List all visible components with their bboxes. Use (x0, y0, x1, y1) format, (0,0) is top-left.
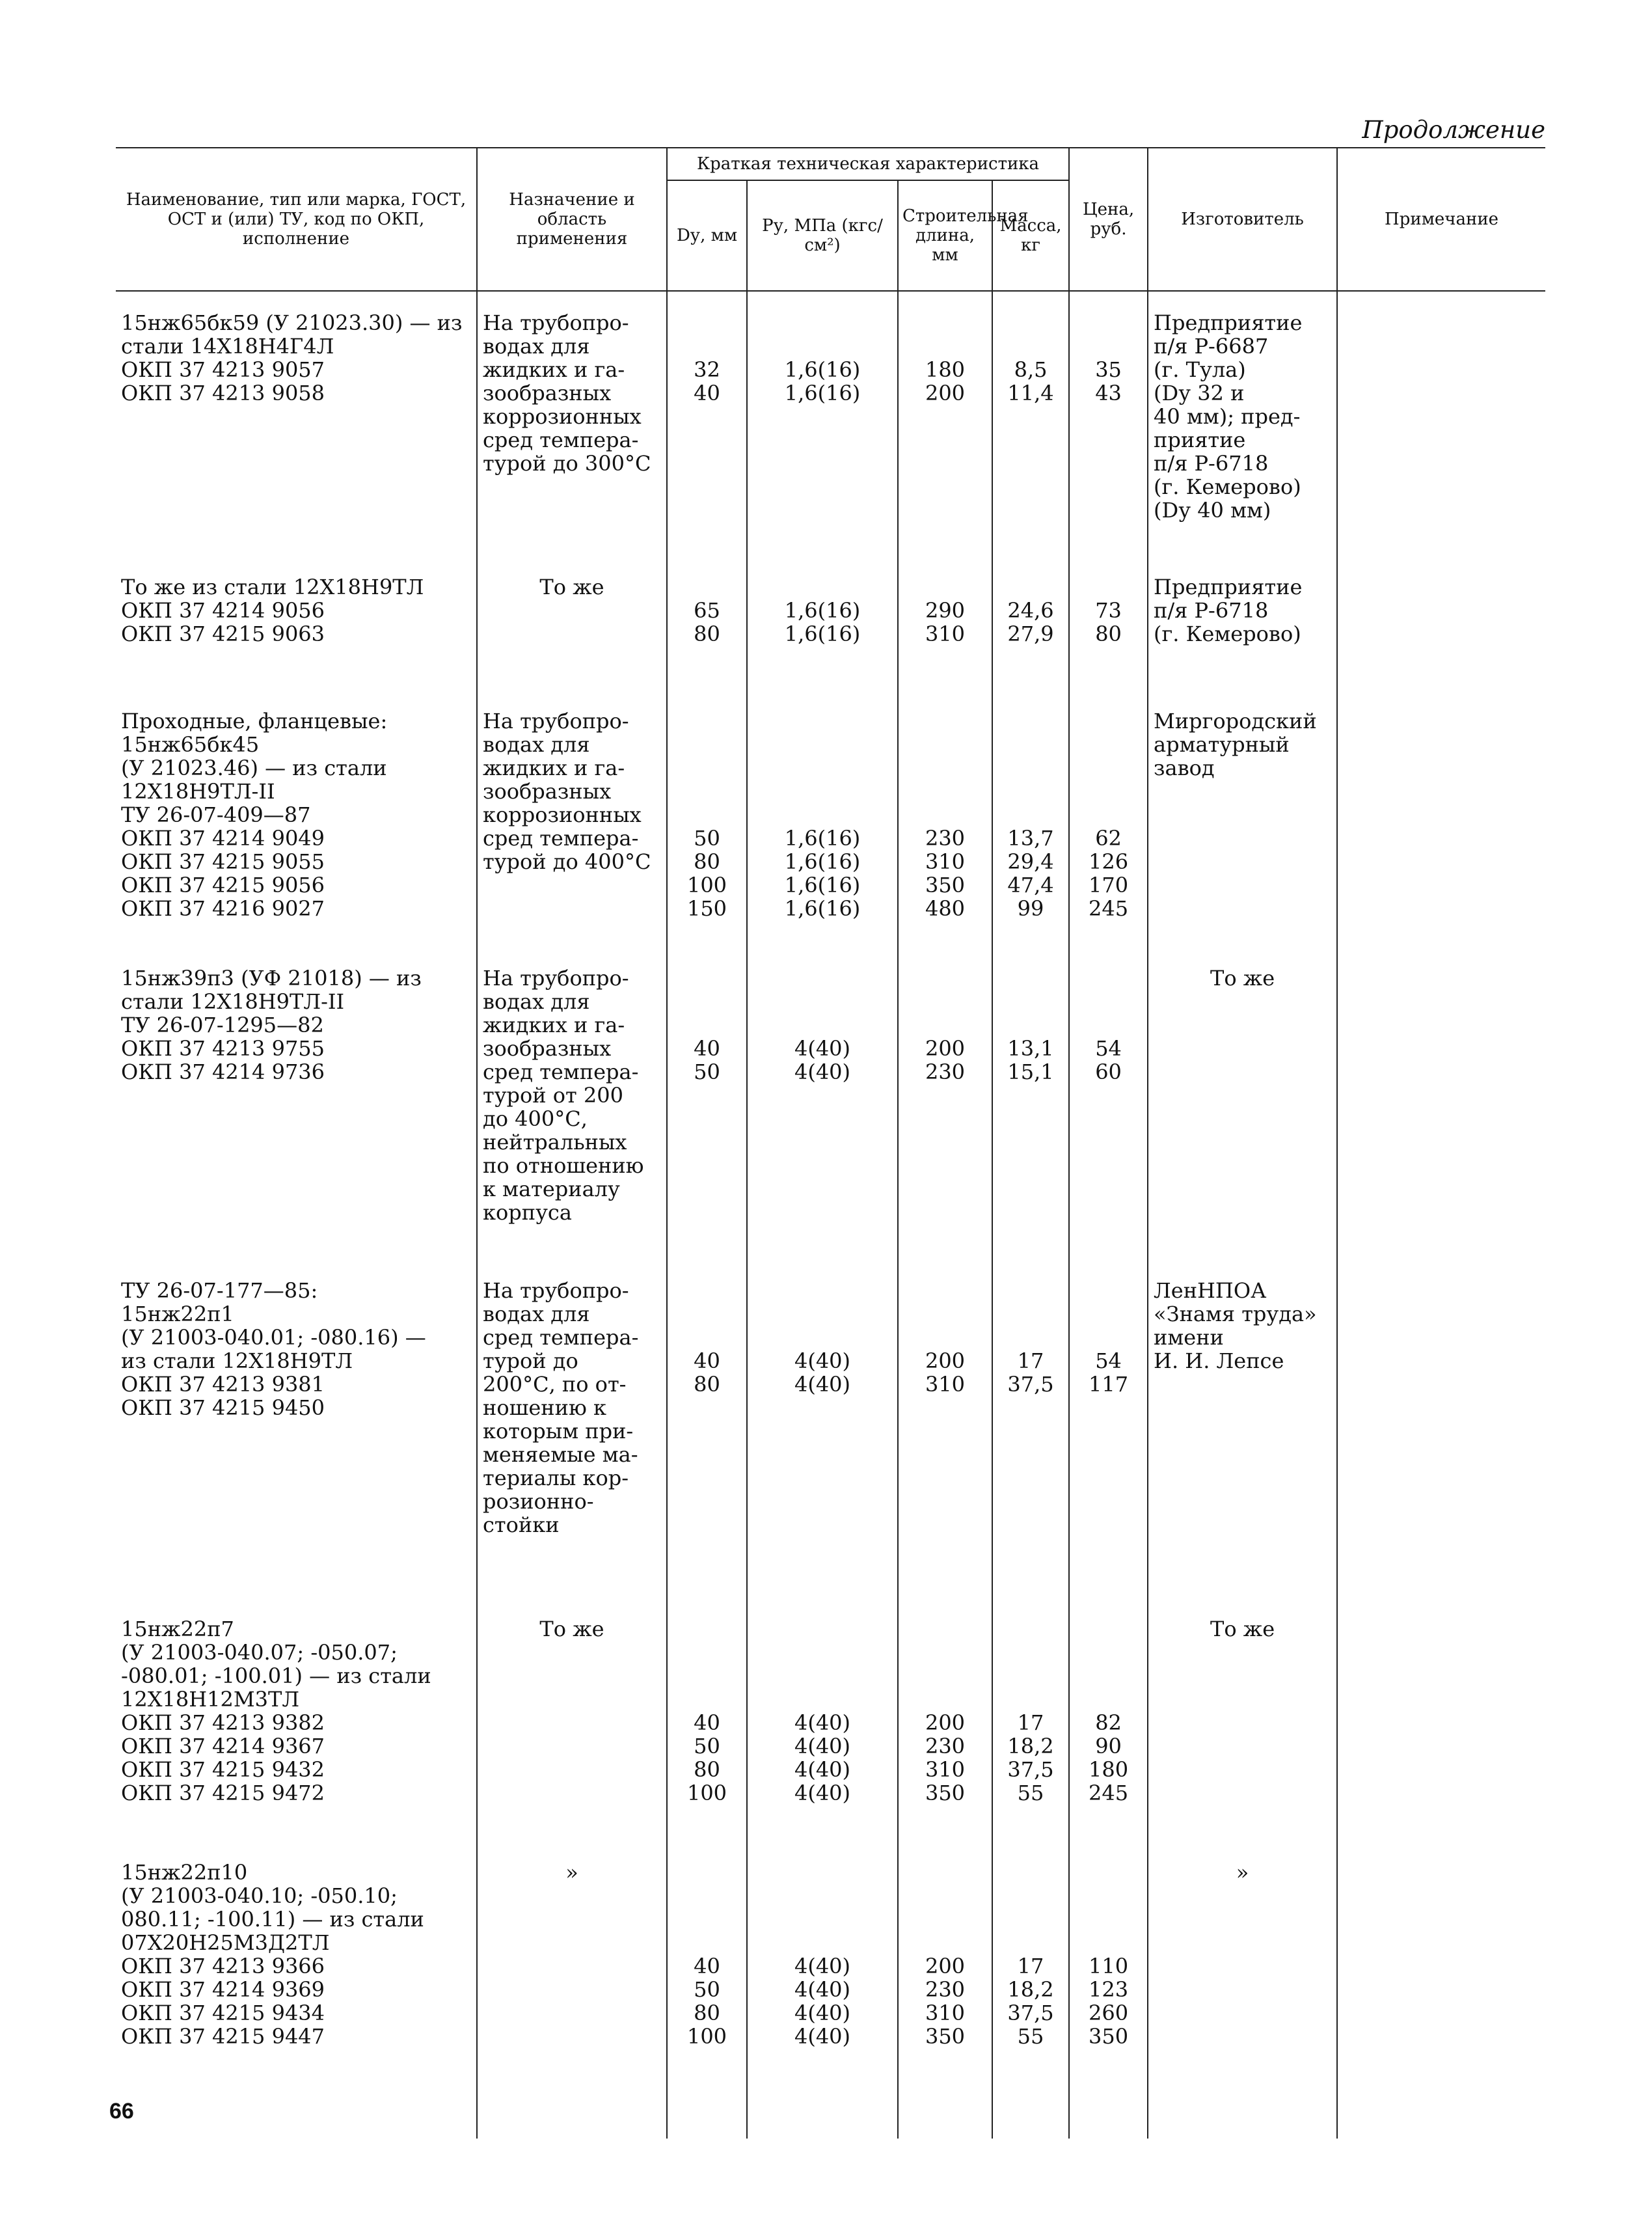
col-header-dy: Dу, мм (667, 180, 747, 291)
name-line: (У 21023.46) — из стали (121, 756, 387, 781)
cell-purpose (477, 1841, 667, 2139)
purpose-line: жидких и га- (483, 1012, 625, 1037)
purpose-line: турой до (483, 1348, 578, 1374)
price-line: 54 (1095, 1035, 1122, 1061)
table-row (116, 947, 1545, 1259)
price-line: 54 (1095, 1348, 1122, 1374)
name-line: ОКП 37 4214 9369 (121, 1976, 325, 2002)
py-line: 1,6(16) (784, 826, 861, 851)
cell-name (116, 1841, 477, 2139)
cell-purpose (477, 291, 667, 556)
name-line: ОКП 37 4213 9057 (121, 357, 325, 382)
maker-line: То же (1210, 1616, 1275, 1641)
purpose-line: корпуса (483, 1199, 572, 1225)
py-line: 4(40) (794, 1780, 851, 1805)
cell-length (898, 1841, 992, 2139)
py-line: 4(40) (794, 2023, 851, 2049)
mass-line: 17 (1017, 1710, 1044, 1735)
name-line: ОКП 37 4215 9450 (121, 1395, 325, 1421)
maker-line: п/я Р-6718 (1154, 598, 1269, 623)
name-line: -080.01; -100.01) — из стали (121, 1663, 431, 1688)
name-line: 15нж65бк45 (121, 732, 260, 758)
maker-line: Предприятие (1154, 575, 1303, 600)
dy-line: 40 (694, 1035, 720, 1061)
mass-line: 17 (1017, 1953, 1044, 1978)
dy-line: 32 (694, 357, 720, 382)
col-header-price: Цена, руб. (1069, 148, 1148, 291)
table-row (116, 1598, 1545, 1841)
name-line: ОКП 37 4214 9367 (121, 1733, 325, 1758)
cell-mass (992, 556, 1069, 690)
cell-length (898, 1259, 992, 1598)
page-number: 66 (109, 2099, 134, 2124)
price-line: 73 (1095, 598, 1122, 623)
cell-length (898, 291, 992, 556)
col-header-mass: Масса, кг (992, 180, 1069, 291)
length-line: 310 (925, 1372, 966, 1397)
cell-purpose (477, 556, 667, 690)
maker-line: «Знамя труда» (1154, 1302, 1317, 1327)
mass-line: 13,1 (1007, 1035, 1054, 1061)
length-line: 310 (925, 2000, 966, 2025)
py-line: 4(40) (794, 1733, 851, 1758)
name-line: 15нж65бк59 (У 21023.30) — из (121, 310, 463, 335)
py-line: 1,6(16) (784, 896, 861, 922)
purpose-line: То же (539, 1616, 604, 1641)
maker-line: И. И. Лепсе (1154, 1348, 1284, 1374)
cell-py (747, 291, 898, 556)
dy-line: 50 (694, 1976, 720, 2002)
name-line: 12Х18Н12М3ТЛ (121, 1686, 300, 1712)
cell-purpose (477, 1259, 667, 1598)
purpose-line: На трубопро- (483, 965, 629, 991)
mass-line: 55 (1017, 1780, 1044, 1805)
py-line: 4(40) (794, 1372, 851, 1397)
maker-line: » (1236, 1859, 1249, 1885)
cell-name (116, 291, 477, 556)
dy-line: 100 (686, 1780, 727, 1805)
table-row (116, 690, 1545, 947)
mass-line: 18,2 (1007, 1733, 1054, 1758)
length-line: 350 (925, 1780, 966, 1805)
cell-purpose (477, 1598, 667, 1841)
price-line: 80 (1095, 622, 1122, 647)
length-line: 180 (925, 357, 966, 382)
length-line: 230 (925, 1059, 966, 1084)
py-line: 4(40) (794, 1976, 851, 2002)
mass-line: 8,5 (1014, 357, 1048, 382)
price-line: 62 (1095, 826, 1122, 851)
cell-maker (1148, 1598, 1337, 1841)
cell-mass (992, 1598, 1069, 1841)
length-line: 230 (925, 1733, 966, 1758)
py-line: 4(40) (794, 1348, 851, 1374)
purpose-line: турой до 400°С (483, 849, 651, 875)
cell-note (1337, 947, 1545, 1259)
dy-line: 50 (694, 1733, 720, 1758)
cell-length (898, 1598, 992, 1841)
length-line: 200 (925, 1953, 966, 1978)
table-row (116, 556, 1545, 690)
cell-dy (667, 690, 747, 947)
name-line: ОКП 37 4215 9063 (121, 622, 325, 647)
py-line: 4(40) (794, 1710, 851, 1735)
price-line: 260 (1089, 2000, 1129, 2025)
maker-line: ЛенНПОА (1154, 1278, 1267, 1304)
col-header-maker: Изготовитель (1148, 148, 1337, 291)
header-row-top (116, 148, 1545, 180)
py-line: 1,6(16) (784, 849, 861, 875)
py-line: 4(40) (794, 1757, 851, 1782)
purpose-line: зообразных (483, 1035, 612, 1061)
cell-note (1337, 291, 1545, 556)
col-header-note: Примечание (1337, 148, 1545, 291)
cell-price (1069, 1598, 1148, 1841)
purpose-line: На трубопро- (483, 310, 629, 335)
purpose-line: по отношению (483, 1153, 644, 1178)
name-line: стали 14Х18Н4Г4Л (121, 334, 334, 359)
name-line: 12Х18Н9ТЛ-II (121, 779, 275, 804)
price-line: 90 (1095, 1733, 1122, 1758)
cell-mass (992, 291, 1069, 556)
name-line: 15нж22п10 (121, 1859, 248, 1885)
cell-dy (667, 1598, 747, 1841)
name-line: (У 21003-040.07; -050.07; (121, 1639, 398, 1665)
cell-name (116, 556, 477, 690)
name-line: ОКП 37 4215 9432 (121, 1757, 325, 1782)
py-line: 1,6(16) (784, 598, 861, 623)
dy-line: 100 (686, 873, 727, 898)
length-line: 310 (925, 622, 966, 647)
dy-line: 50 (694, 1059, 720, 1084)
cell-price (1069, 1841, 1148, 2139)
length-line: 200 (925, 381, 966, 405)
py-line: 4(40) (794, 1953, 851, 1978)
name-line: ОКП 37 4213 9755 (121, 1035, 325, 1061)
purpose-line: териалы кор- (483, 1466, 629, 1491)
purpose-line: То же (539, 575, 604, 600)
maker-line: (г. Тула) (1154, 357, 1246, 382)
length-line: 200 (925, 1348, 966, 1374)
name-line: ОКП 37 4213 9058 (121, 381, 325, 405)
price-line: 35 (1095, 357, 1122, 382)
mass-line: 18,2 (1007, 1976, 1054, 2002)
mass-line: 15,1 (1007, 1059, 1054, 1084)
table-row (116, 1259, 1545, 1598)
price-line: 43 (1095, 381, 1122, 405)
length-line: 310 (925, 849, 966, 875)
maker-line: Миргородский (1154, 709, 1317, 734)
cell-py (747, 1841, 898, 2139)
py-line: 1,6(16) (784, 381, 861, 405)
cell-note (1337, 1598, 1545, 1841)
cell-maker (1148, 947, 1337, 1259)
mass-line: 37,5 (1007, 1757, 1054, 1782)
py-line: 1,6(16) (784, 873, 861, 898)
cell-py (747, 556, 898, 690)
name-line: ТУ 26-07-409—87 (121, 802, 311, 828)
col-header-name: Наименование, тип или марка, ГОСТ, ОСТ и (или) ТУ, код по ОКП, исполнение (116, 148, 477, 291)
length-line: 350 (925, 873, 966, 898)
name-line: ОКП 37 4213 9366 (121, 1953, 325, 1978)
cell-mass (992, 690, 1069, 947)
maker-line: имени (1154, 1325, 1224, 1350)
purpose-line: сред темпера- (483, 826, 639, 851)
cell-price (1069, 556, 1148, 690)
purpose-line: сред темпера- (483, 1325, 639, 1350)
mass-line: 29,4 (1007, 849, 1054, 875)
length-line: 230 (925, 1976, 966, 2002)
purpose-line: розионно- (483, 1489, 594, 1514)
cell-dy (667, 556, 747, 690)
price-line: 126 (1089, 849, 1129, 875)
maker-line: завод (1154, 756, 1215, 781)
name-line: ОКП 37 4215 9472 (121, 1780, 325, 1805)
maker-line: приятие (1154, 428, 1246, 452)
cell-dy (667, 1841, 747, 2139)
cell-price (1069, 1259, 1148, 1598)
purpose-line: коррозионных (483, 404, 642, 429)
cell-name (116, 690, 477, 947)
maker-line: п/я Р-6687 (1154, 334, 1269, 359)
dy-line: 40 (694, 1348, 720, 1374)
purpose-line: водах для (483, 334, 590, 359)
cell-purpose (477, 690, 667, 947)
name-line: 07Х20Н25М3Д2ТЛ (121, 1930, 330, 1955)
dy-line: 40 (694, 1953, 720, 1978)
name-line: (У 21003-040.01; -080.16) — (121, 1325, 426, 1350)
price-line: 350 (1089, 2023, 1129, 2049)
py-line: 4(40) (794, 1059, 851, 1084)
purpose-line: турой от 200 (483, 1082, 623, 1108)
name-line: ОКП 37 4215 9056 (121, 873, 325, 898)
name-line: (У 21003-040.10; -050.10; (121, 1883, 398, 1908)
dy-line: 65 (694, 598, 720, 623)
name-line: из стали 12Х18Н9ТЛ (121, 1348, 353, 1374)
maker-line: Предприятие (1154, 310, 1303, 335)
length-line: 480 (925, 896, 966, 922)
maker-line: 40 мм); пред- (1154, 404, 1301, 429)
purpose-line: зообразных (483, 381, 612, 405)
col-header-purpose: Назначение и область применения (477, 148, 667, 291)
purpose-line: нейтральных (483, 1129, 627, 1155)
cell-note (1337, 690, 1545, 947)
cell-py (747, 1259, 898, 1598)
cell-maker (1148, 1841, 1337, 2139)
price-line: 123 (1089, 1976, 1129, 2002)
purpose-line: водах для (483, 1302, 590, 1327)
dy-line: 80 (694, 849, 720, 875)
length-line: 230 (925, 826, 966, 851)
length-line: 310 (925, 1757, 966, 1782)
length-line: 350 (925, 2023, 966, 2049)
maker-line: п/я Р-6718 (1154, 451, 1269, 476)
mass-line: 17 (1017, 1348, 1044, 1374)
name-line: 15нж39п3 (УФ 21018) — из (121, 965, 422, 991)
cell-mass (992, 1841, 1069, 2139)
mass-line: 99 (1017, 896, 1044, 922)
price-line: 245 (1089, 896, 1129, 922)
cell-maker (1148, 556, 1337, 690)
purpose-line: коррозионных (483, 802, 642, 828)
cell-length (898, 556, 992, 690)
name-line: 15нж22п1 (121, 1302, 234, 1327)
cell-dy (667, 1259, 747, 1598)
name-line: ОКП 37 4215 9447 (121, 2023, 325, 2049)
cell-note (1337, 1259, 1545, 1598)
mass-line: 13,7 (1007, 826, 1054, 851)
cell-length (898, 947, 992, 1259)
purpose-line: к материалу (483, 1176, 620, 1201)
name-line: ОКП 37 4215 9055 (121, 849, 325, 875)
continuation-label: Продолжение (1362, 116, 1545, 144)
col-header-tech-group: Краткая техническая характеристика (667, 148, 1069, 180)
cell-price (1069, 690, 1148, 947)
name-line: ОКП 37 4215 9434 (121, 2000, 325, 2025)
dy-line: 80 (694, 1372, 720, 1397)
mass-line: 27,9 (1007, 622, 1054, 647)
mass-line: 11,4 (1007, 381, 1054, 405)
name-line: 080.11; -100.11) — из стали (121, 1906, 424, 1932)
purpose-line: сред темпера- (483, 1059, 639, 1084)
cell-py (747, 690, 898, 947)
dy-line: 80 (694, 1757, 720, 1782)
name-line: ОКП 37 4213 9382 (121, 1710, 325, 1735)
price-line: 245 (1089, 1780, 1129, 1805)
purpose-line: меняемые ма- (483, 1442, 638, 1468)
cell-dy (667, 291, 747, 556)
name-line: Проходные, фланцевые: (121, 709, 388, 734)
dy-line: 50 (694, 826, 720, 851)
purpose-line: жидких и га- (483, 756, 625, 781)
cell-maker (1148, 690, 1337, 947)
table-row (116, 291, 1545, 556)
py-line: 1,6(16) (784, 622, 861, 647)
name-line: ОКП 37 4213 9381 (121, 1372, 325, 1397)
length-line: 200 (925, 1710, 966, 1735)
name-line: ОКП 37 4214 9736 (121, 1059, 325, 1084)
mass-line: 37,5 (1007, 1372, 1054, 1397)
cell-maker (1148, 1259, 1337, 1598)
mass-line: 24,6 (1007, 598, 1054, 623)
specification-table (116, 147, 1545, 2139)
purpose-line: ношению к (483, 1395, 606, 1421)
col-header-py: Pу, МПа (кгс/см²) (747, 180, 898, 291)
name-line: стали 12Х18Н9ТЛ-II (121, 989, 345, 1014)
maker-line: (Dу 32 и (1154, 381, 1245, 405)
price-line: 82 (1095, 1710, 1122, 1735)
dy-line: 40 (694, 381, 720, 405)
maker-line: (г. Кемерово) (1154, 474, 1301, 499)
cell-note (1337, 556, 1545, 690)
length-line: 200 (925, 1035, 966, 1061)
dy-line: 100 (686, 2023, 727, 2049)
name-line: 15нж22п7 (121, 1616, 234, 1641)
cell-purpose (477, 947, 667, 1259)
cell-name (116, 947, 477, 1259)
maker-line: То же (1210, 965, 1275, 991)
price-line: 60 (1095, 1059, 1122, 1084)
price-line: 117 (1089, 1372, 1129, 1397)
mass-line: 47,4 (1007, 873, 1054, 898)
price-line: 180 (1089, 1757, 1129, 1782)
col-header-length: Строительная длина, мм (898, 180, 992, 291)
purpose-line: жидких и га- (483, 357, 625, 382)
mass-line: 37,5 (1007, 2000, 1054, 2025)
py-line: 1,6(16) (784, 357, 861, 382)
name-line: ТУ 26-07-177—85: (121, 1278, 318, 1304)
cell-note (1337, 1841, 1545, 2139)
cell-py (747, 1598, 898, 1841)
cell-py (747, 947, 898, 1259)
purpose-line: На трубопро- (483, 709, 629, 734)
dy-line: 80 (694, 622, 720, 647)
length-line: 290 (925, 598, 966, 623)
purpose-line: которым при- (483, 1419, 634, 1444)
cell-name (116, 1598, 477, 1841)
dy-line: 150 (686, 896, 727, 922)
purpose-line: стойки (483, 1512, 560, 1538)
py-line: 4(40) (794, 1035, 851, 1061)
price-line: 170 (1089, 873, 1129, 898)
cell-mass (992, 947, 1069, 1259)
mass-line: 55 (1017, 2023, 1044, 2049)
cell-price (1069, 947, 1148, 1259)
purpose-line: » (565, 1859, 578, 1885)
maker-line: (Dу 40 мм) (1154, 498, 1271, 523)
name-line: ОКП 37 4214 9056 (121, 598, 325, 623)
name-line: ТУ 26-07-1295—82 (121, 1012, 324, 1037)
table-row (116, 1841, 1545, 2139)
purpose-line: 200°С, по от- (483, 1372, 627, 1397)
cell-price (1069, 291, 1148, 556)
maker-line: арматурный (1154, 732, 1290, 758)
cell-length (898, 690, 992, 947)
cell-dy (667, 947, 747, 1259)
name-line: ОКП 37 4214 9049 (121, 826, 325, 851)
purpose-line: водах для (483, 732, 590, 758)
purpose-line: зообразных (483, 779, 612, 804)
py-line: 4(40) (794, 2000, 851, 2025)
cell-maker (1148, 291, 1337, 556)
purpose-line: На трубопро- (483, 1278, 629, 1304)
purpose-line: сред темпера- (483, 428, 639, 452)
maker-line: (г. Кемерово) (1154, 622, 1301, 647)
purpose-line: до 400°С, (483, 1106, 588, 1131)
cell-mass (992, 1259, 1069, 1598)
cell-name (116, 1259, 477, 1598)
name-line: ОКП 37 4216 9027 (121, 896, 325, 922)
purpose-line: водах для (483, 989, 590, 1014)
dy-line: 80 (694, 2000, 720, 2025)
price-line: 110 (1089, 1953, 1129, 1978)
name-line: То же из стали 12Х18Н9ТЛ (121, 575, 424, 600)
dy-line: 40 (694, 1710, 720, 1735)
purpose-line: турой до 300°С (483, 451, 651, 476)
